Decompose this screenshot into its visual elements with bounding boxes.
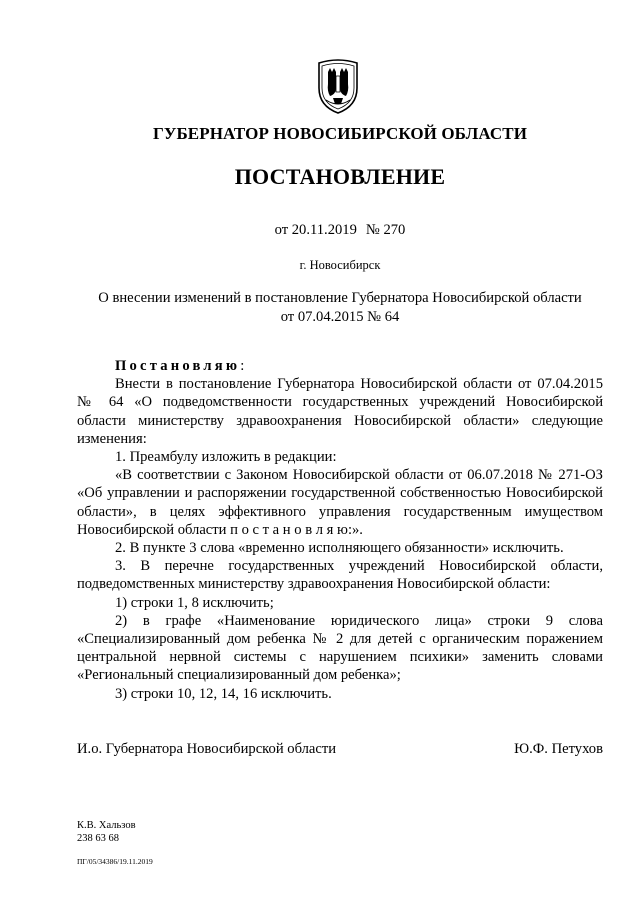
body-paragraph: «В соответствии с Законом Новосибирской области от 06.07.2018 № 271-ОЗ «Об управлении и распоряжении государственной собственностью Новосибирской области», в целях эффективного управления государственным имуществом Новосибирской области п о с т а н о в л я ю:». — [77, 467, 603, 538]
body-paragraph: 3) строки 10, 12, 14, 16 исключить. — [115, 685, 332, 702]
signatory-name: Ю.Ф. Петухов — [514, 741, 603, 757]
executor-info — [77, 819, 136, 845]
decree-colon: : — [240, 358, 245, 374]
authority-title: ГУБЕРНАТОР НОВОСИБИРСКОЙ ОБЛАСТИ — [152, 124, 528, 143]
subject-line-2: от 07.04.2015 № 64 — [280, 309, 400, 325]
subject-line-1: О внесении изменений в постановление Губернатора Новосибирской области — [98, 290, 582, 306]
document-id: ПГ/05/34386/19.11.2019 — [77, 857, 153, 866]
body-paragraph: 1. Преамбулу изложить в редакции: — [115, 449, 337, 466]
document-body — [77, 357, 603, 703]
document-number: № 270 — [365, 222, 406, 238]
document-city: г. Новосибирск — [299, 258, 381, 272]
document-subject — [77, 289, 603, 327]
coat-of-arms-icon — [316, 58, 360, 114]
executor-phone: 238 63 68 — [77, 833, 119, 844]
document-date-number — [77, 222, 603, 239]
decree-heading — [77, 357, 603, 375]
body-paragraph: 1) строки 1, 8 исключить; — [115, 594, 274, 611]
executor-name: К.В. Хальзов — [77, 820, 136, 831]
body-paragraph: 2) в графе «Наименование юридического лица» строки 9 слова «Специализированный дом ребенка № 2 для детей с органическим поражением центральной нервной системы с нарушением психики» заменить словами «Региональный специализированный дом ребенка»; — [77, 612, 603, 684]
body-paragraph: 2. В пункте 3 слова «временно исполняющего обязанности» исключить. — [115, 540, 564, 557]
body-paragraph: 3. В перечне государственных учреждений Новосибирской области, подведомственных министерству здравоохранения Новосибирской области: — [77, 558, 603, 593]
signature-block — [77, 741, 603, 758]
body-paragraph: Внести в постановление Губернатора Новосибирской области от 07.04.2015 № 64 «О подведомственности государственных учреждений Новосибирской области министерству здравоохранения Новосибирской области» следующие изменения: — [77, 376, 603, 447]
document-type: ПОСТАНОВЛЕНИЕ — [234, 164, 446, 189]
decree-word: Постановляю — [115, 358, 241, 374]
signatory-position: И.о. Губернатора Новосибирской области — [77, 741, 337, 757]
document-date: от 20.11.2019 — [274, 222, 357, 238]
